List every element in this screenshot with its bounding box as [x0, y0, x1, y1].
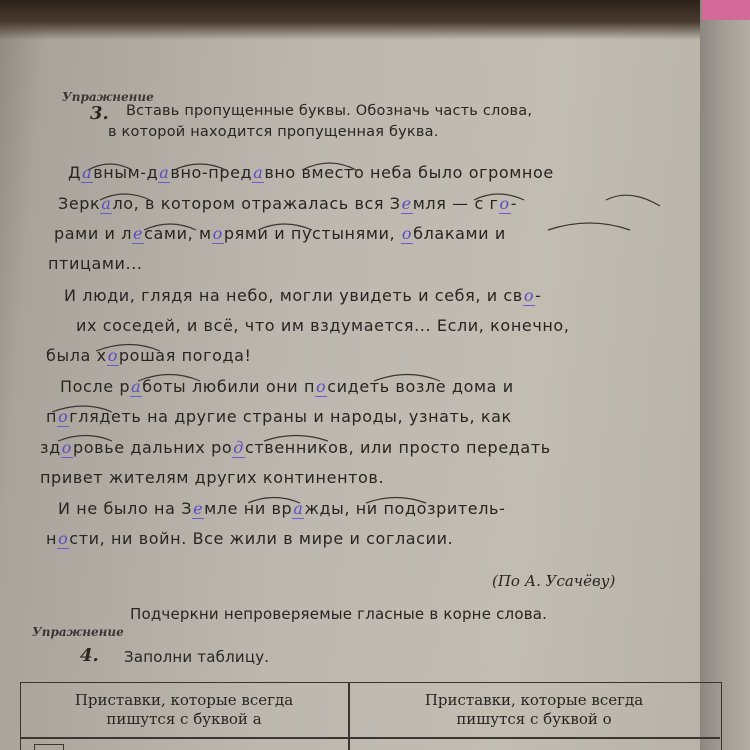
- printed-text: вным-д: [93, 163, 159, 182]
- printed-text: мле ни вр: [204, 499, 293, 518]
- table-header-col-1-line-2: пишутся с буквой а: [106, 710, 262, 728]
- inserted-letter: о: [523, 286, 535, 305]
- printed-text: ственников, или просто передать: [244, 438, 551, 457]
- inserted-letter: о: [61, 438, 73, 457]
- printed-text: птицами...: [48, 254, 143, 273]
- root-arc: [144, 224, 196, 230]
- inserted-letter: д: [233, 438, 244, 457]
- printed-text: И не было на З: [58, 499, 193, 518]
- exercise-3-number: 3.: [90, 103, 109, 124]
- root-arc: [606, 195, 660, 206]
- root-arc: [58, 436, 112, 442]
- inserted-letter: о: [107, 346, 118, 365]
- printed-text: После р: [60, 377, 131, 396]
- inserted-letter: а: [131, 377, 142, 396]
- root-arc: [138, 375, 200, 382]
- root-arc: [248, 498, 300, 504]
- inserted-letter: е: [193, 499, 204, 518]
- table-header-col-2: [354, 691, 714, 729]
- root-arc: [548, 223, 630, 230]
- exercise-3-task-line-2: в которой находится пропущенная буква.: [108, 124, 439, 140]
- exercise-4-number: 4.: [80, 645, 99, 666]
- inserted-letter: а: [159, 163, 170, 182]
- inserted-letter: а: [82, 163, 93, 182]
- printed-text: ровье дальних ро: [73, 438, 233, 457]
- printed-text: их соседей, и всё, что им вздумается... Если, конечно,: [76, 316, 570, 335]
- printed-text: Зерк: [58, 194, 101, 213]
- printed-text: Д: [68, 163, 82, 182]
- printed-text: зд: [40, 438, 61, 457]
- printed-text: глядеть на другие страны и народы, узнать, как: [69, 407, 512, 426]
- root-arc: [374, 375, 440, 382]
- printed-text: привет жителям других континентов.: [40, 468, 385, 487]
- root-arc: [474, 194, 524, 200]
- underline-task: Подчеркни непроверяемые гласные в корне слова.: [130, 605, 548, 623]
- printed-text: сами, м: [144, 224, 212, 243]
- printed-text: рами и л: [54, 224, 133, 243]
- printed-text: была х: [46, 346, 107, 365]
- printed-text: блаками и: [413, 224, 506, 243]
- root-arc: [52, 406, 112, 412]
- printed-text: рями и пустынями,: [223, 224, 401, 243]
- table-header-col-1: [24, 691, 344, 729]
- inserted-letter: а: [253, 163, 264, 182]
- printed-text: ло, в котором отражалась вся З: [112, 194, 401, 213]
- printed-text: -: [535, 286, 542, 305]
- exercise-3-label: Упражнение: [62, 90, 154, 104]
- inserted-letter: а: [293, 499, 304, 518]
- root-arc: [174, 164, 226, 170]
- table-header-col-1-line-1: Приставки, которые всегда: [74, 691, 294, 709]
- printed-text: н: [46, 529, 58, 548]
- root-arc: [302, 163, 356, 170]
- exercise-4-label: Упражнение: [32, 625, 124, 639]
- printed-text: вно вместо неба было огромное: [264, 163, 554, 182]
- printed-text: п: [46, 407, 58, 426]
- inserted-letter: о: [316, 377, 327, 396]
- exercise-3-task-line-1: Вставь пропущенные буквы. Обозначь часть слова,: [126, 103, 533, 119]
- inserted-letter: а: [101, 194, 112, 213]
- printed-text: рошая погода!: [118, 346, 252, 365]
- root-arc: [88, 164, 132, 170]
- printed-text: -: [510, 194, 518, 213]
- printed-text: жды, ни подозритель-: [304, 499, 506, 518]
- root-arc: [366, 498, 426, 504]
- inserted-letter: о: [58, 529, 69, 548]
- table-input-cell[interactable]: [34, 744, 64, 750]
- root-arc: [264, 436, 328, 442]
- inserted-letter: о: [58, 407, 69, 426]
- printed-text: боты любили они п: [142, 377, 316, 396]
- inserted-letter: о: [212, 224, 223, 243]
- root-arc: [258, 224, 312, 230]
- table-header-col-2-line-2: пишутся с буквой о: [456, 710, 612, 728]
- printed-text: И люди, глядя на небо, могли увидеть и себя, и св: [64, 286, 523, 305]
- printed-text: мля — с г: [412, 194, 499, 213]
- printed-text: сти, ни войн. Все жили в мире и согласии.: [69, 529, 454, 548]
- printed-text: сидеть возле дома и: [327, 377, 514, 396]
- table-header-col-2-line-1: Приставки, которые всегда: [424, 691, 644, 709]
- table-header-line: [20, 737, 720, 739]
- author-citation: (По А. Усачёву): [492, 572, 616, 590]
- root-arc: [96, 345, 160, 352]
- root-arc: [100, 194, 150, 200]
- inserted-letter: о: [401, 224, 413, 243]
- table-column-divider: [348, 682, 350, 750]
- inserted-letter: е: [401, 194, 412, 213]
- printed-text: вно-пред: [170, 163, 253, 182]
- exercise-4-task: Заполни таблицу.: [124, 648, 270, 666]
- inserted-letter: о: [499, 194, 510, 213]
- inserted-letter: е: [133, 224, 144, 243]
